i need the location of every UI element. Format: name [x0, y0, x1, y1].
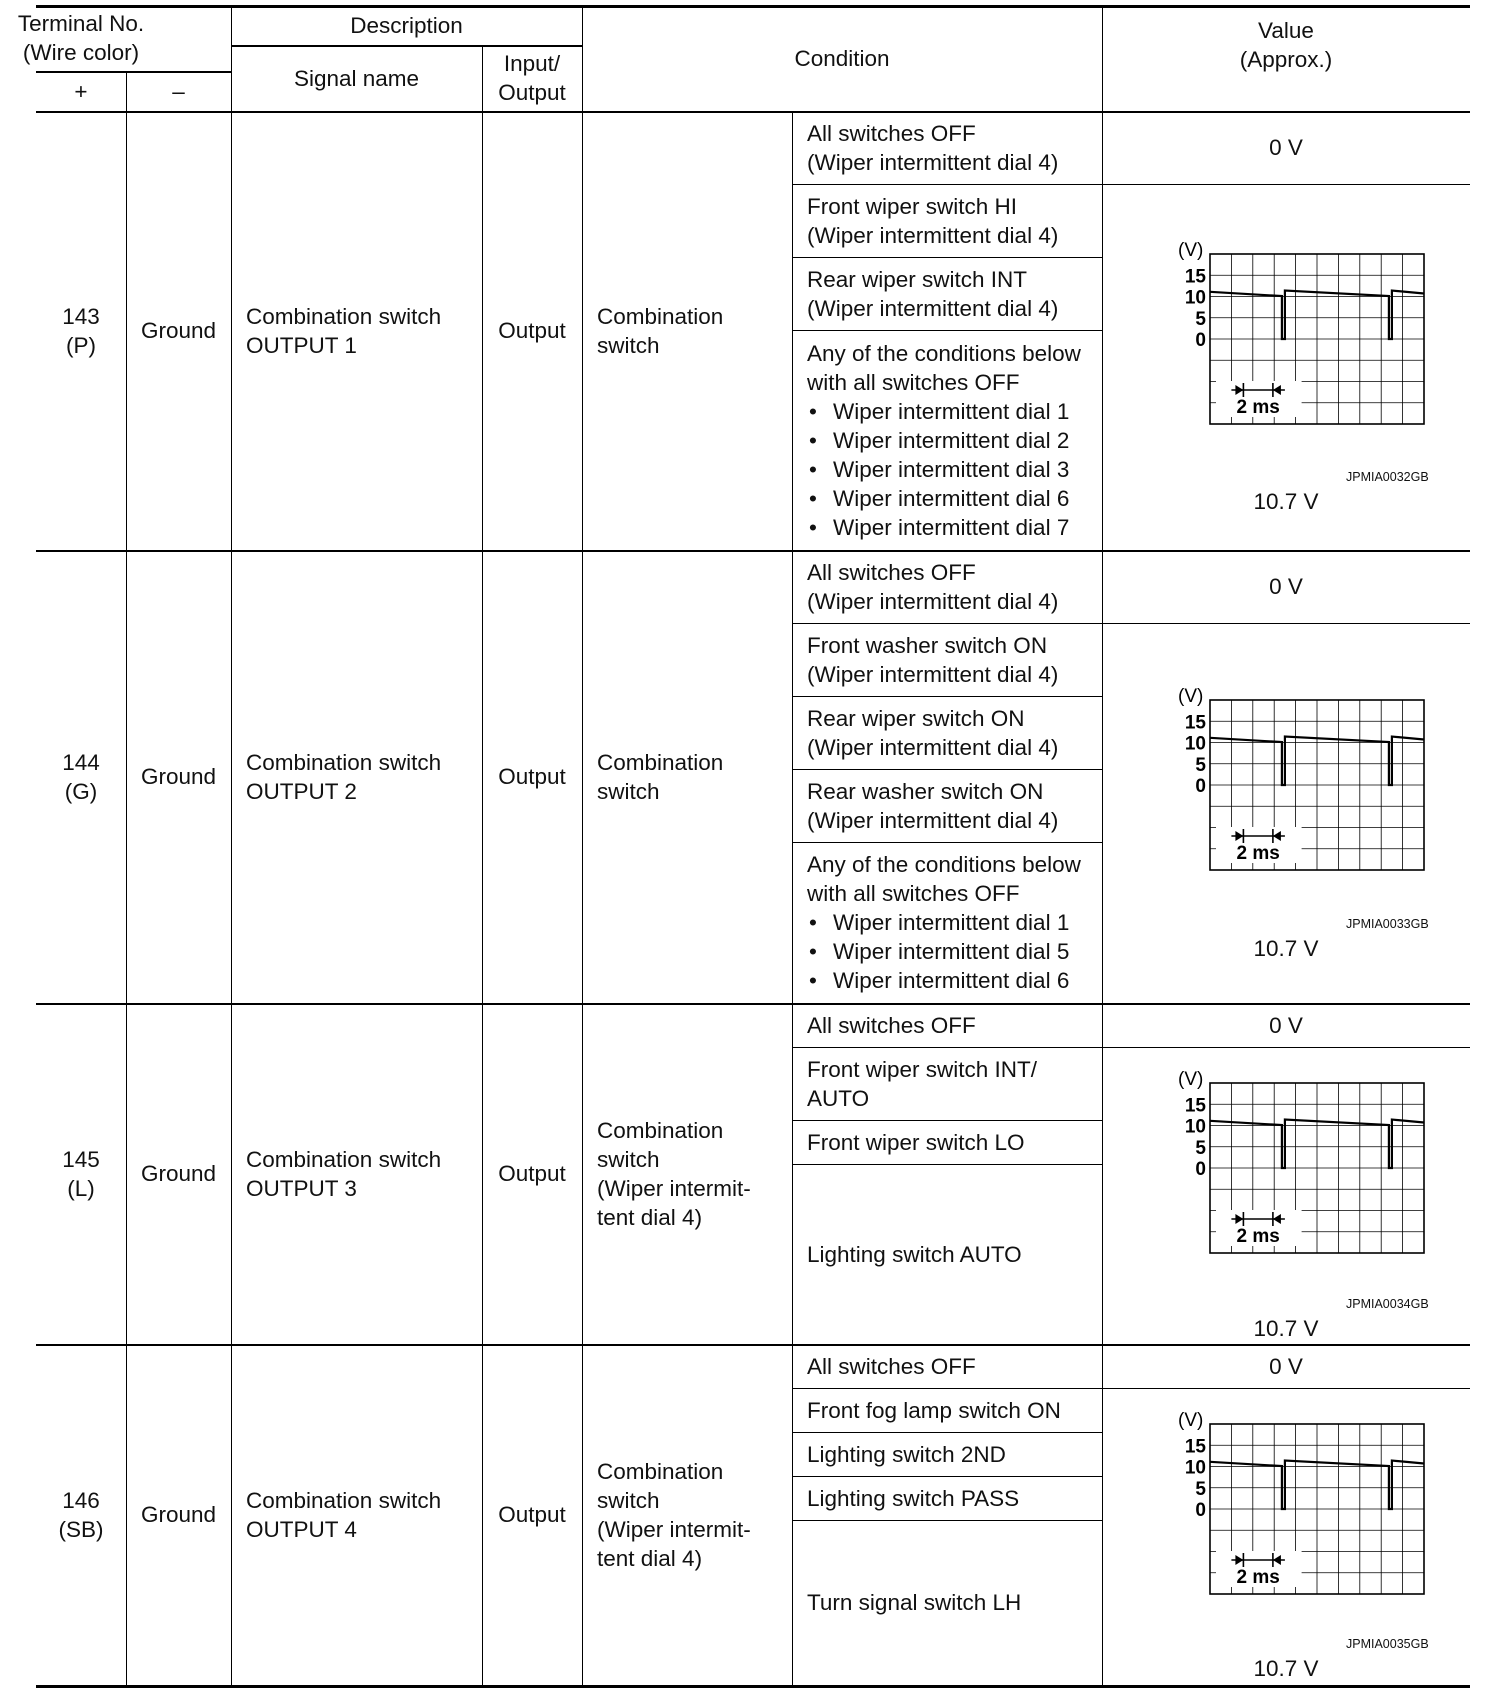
header-plus: +: [74, 78, 88, 104]
value-on: 10.7 V: [1253, 489, 1319, 514]
condition-sub-line: with all switches OFF: [807, 881, 1020, 906]
wire-color: (G): [64, 778, 98, 804]
condition-sub-line: Front washer switch ON: [807, 632, 1048, 658]
waveform-time-label: 2 ms: [1236, 1567, 1280, 1588]
signal-name-cell: [231, 550, 482, 1003]
value-off-cell: 0 V: [1269, 1012, 1303, 1038]
header-input-output: [482, 45, 582, 111]
ground-cell: Ground: [140, 1502, 217, 1527]
condition-sub-cell: [792, 184, 1102, 257]
condition-main-line: (Wiper intermit-: [597, 1175, 751, 1201]
condition-sub-line: Rear wiper switch INT: [807, 266, 1028, 292]
rule-header-terminal: [36, 71, 231, 73]
waveform-y-tick-label: 5: [1195, 308, 1206, 330]
condition-sub-cell: [792, 842, 1102, 1003]
waveform-y-tick-label: 0: [1195, 330, 1206, 351]
condition-sub-cell: [792, 1164, 1102, 1344]
rule-top: [36, 5, 1470, 8]
header-description: Description: [350, 12, 463, 38]
waveform-y-tick-label: 0: [1195, 1500, 1206, 1521]
sub-rule: [792, 257, 1102, 258]
condition-main-line: switch: [597, 1146, 660, 1172]
value-off-cell: 0 V: [1269, 1353, 1303, 1379]
rule-row: [36, 1003, 1470, 1005]
waveform-y-tick-label: 5: [1195, 1478, 1206, 1500]
waveform-y-tick-label: 15: [1184, 712, 1206, 734]
condition-sub-cell: [792, 1476, 1102, 1520]
io-cell: Output: [498, 318, 566, 343]
bullet-item: • Wiper intermittent dial 1: [809, 398, 1070, 424]
waveform-y-tick-label: 15: [1184, 1095, 1206, 1117]
figure-code: JPMIA0032GB: [1346, 470, 1429, 484]
rule-row: [36, 1344, 1470, 1346]
header-condition: Condition: [794, 45, 890, 71]
value-on: 10.7 V: [1253, 936, 1319, 961]
sub-rule: [792, 184, 1470, 185]
condition-main-line: (Wiper intermit-: [597, 1516, 751, 1542]
header-minus: –: [172, 78, 185, 104]
waveform-unit-label: (V): [1178, 1410, 1204, 1431]
condition-main-cell: [582, 550, 792, 1003]
bullet-text: Wiper intermittent dial 1: [833, 398, 1070, 424]
condition-sub-line: AUTO: [807, 1085, 870, 1111]
signal-name-line: Combination switch: [246, 1146, 442, 1172]
condition-sub-cell: [792, 257, 1102, 330]
rule-bottom: [36, 1685, 1470, 1688]
header-wire-color-text: (Wire color): [22, 40, 140, 65]
condition-sub-line: (Wiper intermittent dial 4): [807, 588, 1059, 614]
waveform-y-tick-label: 0: [1195, 1159, 1206, 1180]
signal-name-line: OUTPUT 1: [246, 332, 357, 358]
wire-color: (SB): [58, 1516, 104, 1542]
condition-sub-line: (Wiper intermittent dial 4): [807, 149, 1059, 175]
condition-main-line: tent dial 4): [597, 1545, 703, 1571]
wire-color: (P): [66, 332, 96, 358]
condition-sub-cell: [792, 550, 1102, 623]
bullet-item: • Wiper intermittent dial 6: [809, 485, 1070, 511]
condition-sub-line: (Wiper intermittent dial 4): [807, 222, 1059, 248]
col-line: [231, 5, 232, 1686]
waveform-time-label: 2 ms: [1236, 1226, 1280, 1247]
terminal-cell: [36, 550, 126, 1003]
condition-sub-line: Turn signal switch LH: [807, 1590, 1022, 1615]
header-input-text: Input/: [503, 51, 561, 76]
signal-name-cell: [231, 111, 482, 550]
sub-rule: [792, 696, 1102, 697]
terminal-number: 143: [62, 303, 100, 329]
terminal-cell: [36, 1003, 126, 1344]
condition-sub-line: Front fog lamp switch ON: [807, 1397, 1061, 1423]
col-line: [1102, 5, 1103, 1686]
condition-sub-cell: [792, 696, 1102, 769]
terminal-number: 144: [62, 749, 100, 775]
condition-sub-cell: [792, 111, 1102, 184]
value-on: 10.7 V: [1253, 1656, 1319, 1681]
value-off-cell: 0 V: [1269, 135, 1303, 160]
value-off-cell: 0 V: [1269, 574, 1303, 599]
rule-row: [36, 550, 1470, 552]
signal-name-line: Combination switch: [246, 749, 442, 775]
bullet-item: • Wiper intermittent dial 3: [809, 456, 1070, 482]
condition-sub-cell: [792, 1388, 1102, 1432]
bullet-text: Wiper intermittent dial 2: [833, 427, 1070, 453]
sub-rule: [792, 1164, 1102, 1165]
condition-main-line: Combination: [597, 1117, 724, 1143]
ground-cell: Ground: [140, 764, 217, 789]
rule-header-bottom: [36, 111, 1470, 113]
waveform-unit-label: (V): [1178, 686, 1204, 707]
condition-sub-line: Rear washer switch ON: [807, 778, 1044, 804]
figure-code: JPMIA0034GB: [1346, 1297, 1429, 1311]
bullet-text: Wiper intermittent dial 6: [833, 485, 1070, 511]
condition-sub-line: (Wiper intermittent dial 4): [807, 661, 1059, 687]
io-cell: Output: [498, 764, 566, 789]
header-signal-name: Signal name: [293, 65, 420, 91]
condition-sub-line: (Wiper intermittent dial 4): [807, 295, 1059, 321]
condition-sub-line: (Wiper intermittent dial 4): [807, 807, 1059, 833]
col-line: [582, 5, 583, 1686]
waveform-y-tick-label: 5: [1195, 754, 1206, 776]
terminal-number: 146: [62, 1487, 100, 1513]
header-terminal-no-text: Terminal No.: [17, 11, 145, 36]
bullet-item: • Wiper intermittent dial 5: [809, 939, 1070, 964]
waveform-y-tick-label: 10: [1184, 1457, 1206, 1479]
waveform-y-tick-label: 15: [1184, 1436, 1206, 1458]
signal-name-line: Combination switch: [246, 303, 442, 329]
condition-main-cell: [582, 1003, 792, 1344]
condition-sub-line: Any of the conditions below: [807, 852, 1081, 877]
col-line: [126, 71, 127, 1686]
bullet-text: Wiper intermittent dial 6: [833, 968, 1070, 993]
header-terminal-no: [17, 5, 145, 71]
sub-rule: [792, 842, 1102, 843]
bullet-item: • Wiper intermittent dial 7: [809, 514, 1070, 540]
waveform-unit-label: (V): [1178, 240, 1204, 261]
terminal-cell: [36, 1344, 126, 1685]
condition-sub-line: Rear wiper switch ON: [807, 705, 1025, 731]
condition-sub-cell: [792, 769, 1102, 842]
condition-main-line: switch: [597, 332, 660, 358]
condition-sub-line: Lighting switch 2ND: [807, 1441, 1006, 1467]
condition-main-line: switch: [597, 1487, 660, 1513]
waveform-unit-label: (V): [1178, 1069, 1204, 1090]
bullet-text: Wiper intermittent dial 3: [833, 456, 1070, 482]
rule-header-description: [231, 45, 582, 47]
sub-rule: [792, 623, 1470, 624]
waveform-y-tick-label: 10: [1184, 1116, 1206, 1138]
bullet-item: • Wiper intermittent dial 2: [809, 427, 1070, 453]
sub-rule: [792, 1388, 1470, 1389]
header-value: [1102, 5, 1470, 111]
col-line: [482, 45, 483, 1686]
waveform-y-tick-label: 15: [1184, 266, 1206, 288]
header-output-text: Output: [498, 80, 566, 105]
condition-sub-line: Front wiper switch LO: [807, 1129, 1025, 1155]
header-value-text: Value: [1258, 18, 1314, 43]
condition-main-line: tent dial 4): [597, 1204, 703, 1230]
waveform-y-tick-label: 5: [1195, 1137, 1206, 1159]
figure-code: JPMIA0035GB: [1346, 1637, 1429, 1651]
signal-name-cell: [231, 1344, 482, 1685]
signal-name-line: OUTPUT 2: [246, 778, 357, 804]
condition-main-line: Combination: [597, 1458, 724, 1484]
terminal-number: 145: [62, 1146, 100, 1172]
terminal-cell: [36, 111, 126, 550]
sub-rule: [792, 1520, 1102, 1521]
condition-sub-line: All switches OFF: [807, 1012, 976, 1038]
wire-color: (L): [67, 1175, 95, 1201]
sub-rule: [792, 330, 1102, 331]
condition-sub-line: All switches OFF: [807, 1353, 976, 1379]
condition-sub-cell: [792, 1047, 1102, 1120]
condition-sub-line: All switches OFF: [807, 559, 976, 585]
sub-rule: [792, 1047, 1470, 1048]
condition-sub-line: Front wiper switch INT/: [807, 1056, 1038, 1082]
condition-sub-cell: [792, 330, 1102, 550]
bullet-item: • Wiper intermittent dial 6: [809, 968, 1070, 993]
bullet-item: • Wiper intermittent dial 1: [809, 910, 1070, 935]
condition-sub-line: Lighting switch PASS: [807, 1485, 1020, 1511]
signal-name-line: Combination switch: [246, 1487, 442, 1513]
waveform-y-tick-label: 0: [1195, 776, 1206, 797]
sub-rule: [792, 1476, 1102, 1477]
ground-cell: Ground: [140, 318, 217, 343]
condition-sub-cell: [792, 1344, 1102, 1388]
io-cell: Output: [498, 1502, 566, 1527]
bullet-text: Wiper intermittent dial 1: [833, 910, 1070, 935]
condition-sub-cell: [792, 1120, 1102, 1164]
bullet-text: Wiper intermittent dial 7: [833, 514, 1070, 540]
condition-main-line: Combination: [597, 749, 724, 775]
bullet-text: Wiper intermittent dial 5: [833, 939, 1070, 964]
condition-sub-cell: [792, 1520, 1102, 1685]
figure-code: JPMIA0033GB: [1346, 917, 1429, 931]
signal-name-cell: [231, 1003, 482, 1344]
waveform-time-label: 2 ms: [1236, 397, 1280, 418]
value-on: 10.7 V: [1253, 1316, 1319, 1341]
signal-name-line: OUTPUT 4: [246, 1516, 357, 1542]
condition-main-cell: [582, 111, 792, 550]
header-approx-text: (Approx.): [1239, 47, 1333, 72]
condition-main-cell: [582, 1344, 792, 1685]
waveform-time-label: 2 ms: [1236, 843, 1280, 864]
condition-sub-cell: [792, 1003, 1102, 1047]
condition-sub-line: (Wiper intermittent dial 4): [807, 734, 1059, 760]
condition-sub-line: Any of the conditions below: [807, 340, 1081, 366]
condition-sub-cell: [792, 623, 1102, 696]
col-line: [792, 111, 793, 1686]
waveform-y-tick-label: 10: [1184, 733, 1206, 755]
condition-sub-line: with all switches OFF: [807, 369, 1020, 395]
condition-main-line: switch: [597, 778, 660, 804]
ground-cell: Ground: [140, 1161, 217, 1186]
condition-main-line: Combination: [597, 303, 724, 329]
sub-rule: [792, 1432, 1102, 1433]
signal-name-line: OUTPUT 3: [246, 1175, 357, 1201]
sub-rule: [792, 769, 1102, 770]
sub-rule: [792, 1120, 1102, 1121]
io-cell: Output: [498, 1161, 566, 1186]
waveform-y-tick-label: 10: [1184, 287, 1206, 309]
condition-sub-line: All switches OFF: [807, 120, 976, 146]
condition-sub-line: Front wiper switch HI: [807, 193, 1018, 219]
condition-sub-cell: [792, 1432, 1102, 1476]
condition-sub-line: Lighting switch AUTO: [807, 1241, 1022, 1267]
